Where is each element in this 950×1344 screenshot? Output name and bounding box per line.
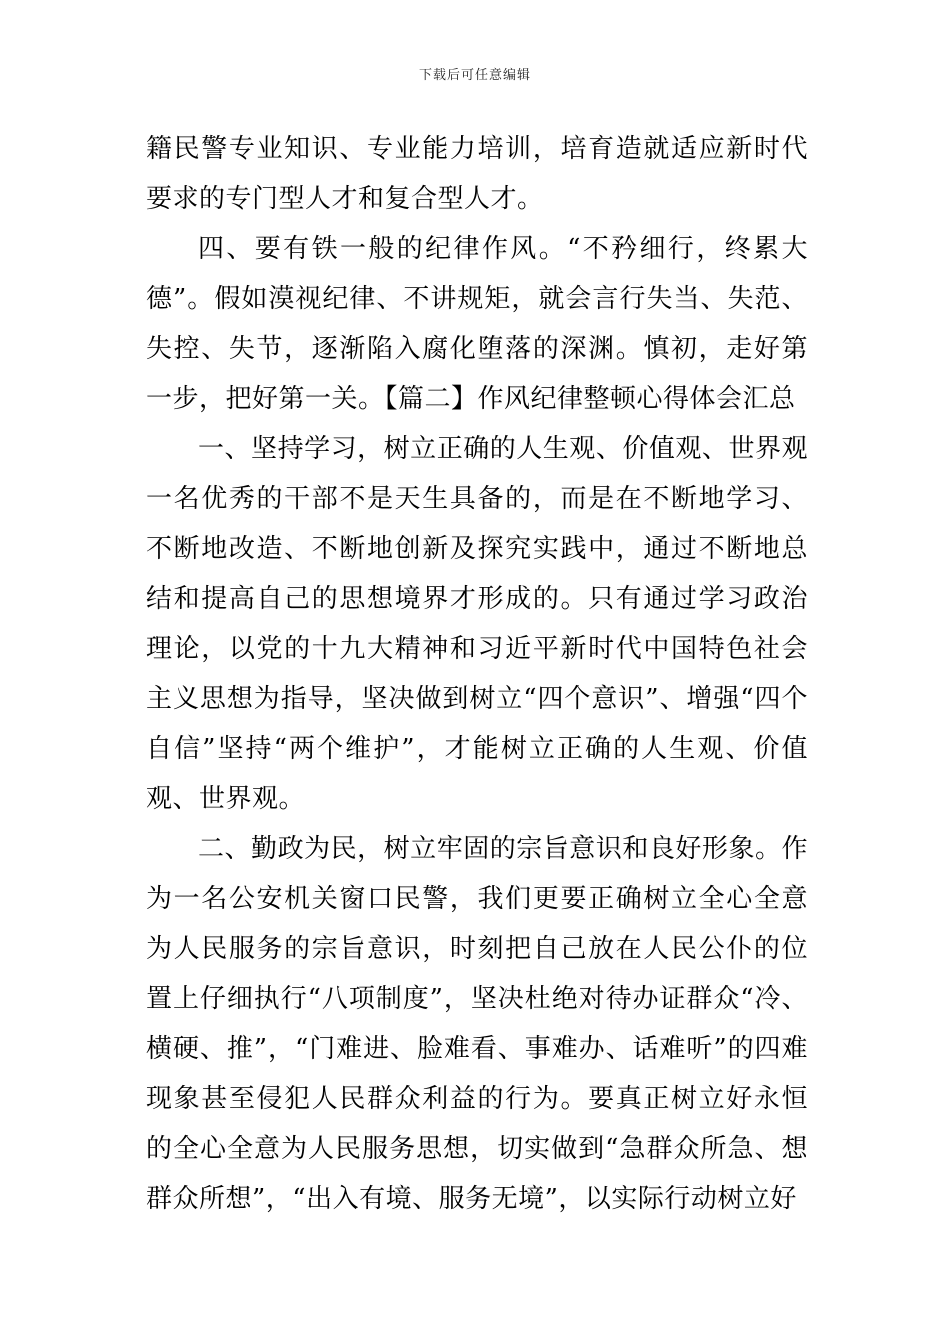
paragraph-section-one-study: 一、坚持学习，树立正确的人生观、价值观、世界观一名优秀的干部不是天生具备的，而是在不断地学习、不断地改造、不断地创新及探究实践中，通过不断地总结和提高自己的思想境界才形成的。只有通过学习政治理论，以党的十九大精神和习近平新时代中国特色社会主义思想为指导，坚决做到树立“四个意识”、增强“四个自信”坚持“两个维护”，才能树立正确的人生观、价值观、世界观。 bbox=[146, 434, 808, 814]
page-header-note: 下载后可任意编辑 bbox=[418, 68, 531, 83]
paragraph-section-two-service: 二、勤政为民，树立牢固的宗旨意识和良好形象。作为一名公安机关窗口民警，我们更要正确树立全心全意为人民服务的宗旨意识，时刻把自己放在人民公仆的位置上仔细执行“八项制度”，坚决杜绝对待办证群众“冷、横硬、推”，“门难进、脸难看、事难办、话难听”的四难现象甚至侵犯人民群众利益的行为。要真正树立好永恒的全心全意为人民服务思想，切实做到“急群众所急、想群众所想”，“出入有境、服务无境”，以实际行动树立好 bbox=[146, 834, 808, 1214]
document-body bbox=[146, 124, 808, 1224]
paragraph-section-four-discipline: 四、要有铁一般的纪律作风。“不矜细行，终累大德”。假如漠视纪律、不讲规矩，就会言行失当、失范、失控、失节，逐渐陷入腐化堕落的深渊。慎初，走好第一步，把好第一关。【篇二】作风纪律整顿心得体会汇总 bbox=[146, 234, 808, 414]
paragraph-continued-training: 籍民警专业知识、专业能力培训，培育造就适应新时代要求的专门型人才和复合型人才。 bbox=[146, 134, 808, 214]
